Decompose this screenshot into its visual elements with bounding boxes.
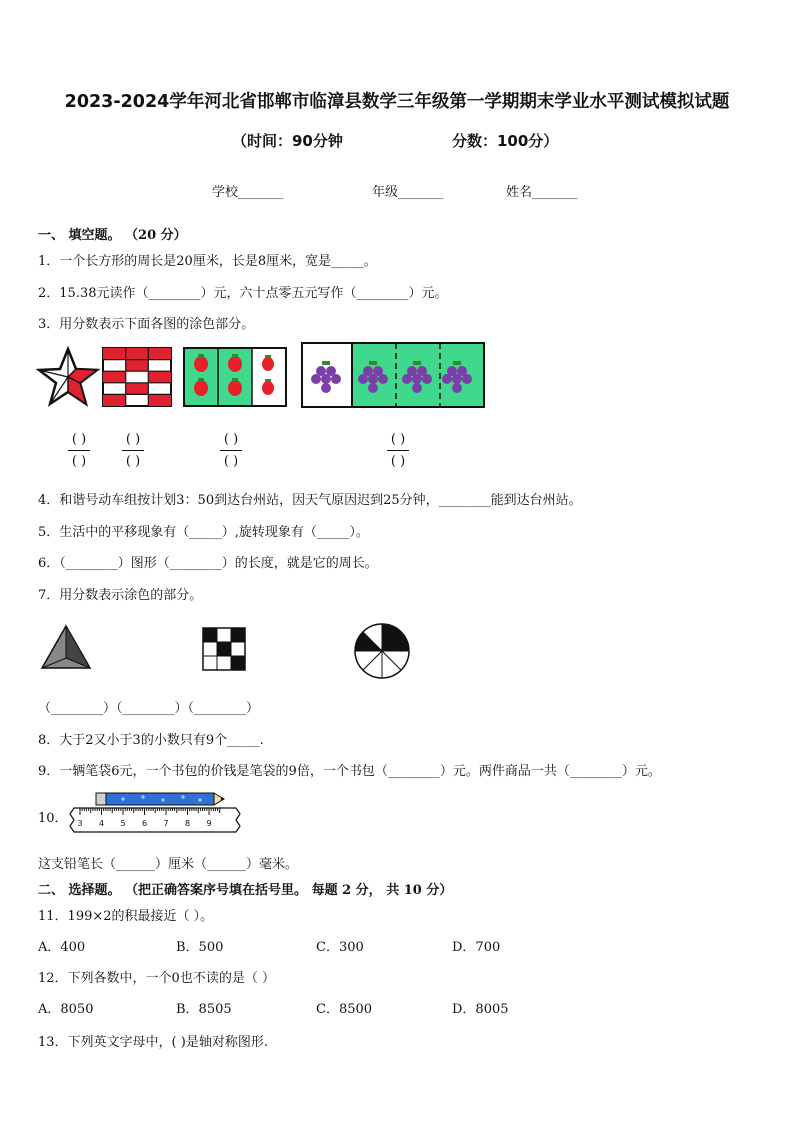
- ruler-tick-label: 4: [99, 819, 105, 828]
- ruler-tick-label: 9: [206, 819, 212, 828]
- question-11: 11．199×2的积最接近（ ）。: [38, 909, 214, 924]
- q12-option-a: A．8050: [38, 1002, 94, 1017]
- strawberry-figure: [184, 348, 286, 406]
- fraction-numerator: ( ): [390, 432, 406, 447]
- q11-option-a: A．400: [38, 940, 86, 955]
- fraction-answer-1: [64, 431, 94, 471]
- question-5: 5．生活中的平移现象有（_____）,旋转现象有（_____）。: [38, 525, 369, 540]
- question-4: 4．和谐号动车组按计划3：50到达台州站，因天气原因迟到25分钟，________能到达台州站。: [38, 493, 582, 508]
- page-title: 2023-2024学年河北省邯郸市临漳县数学三年级第一学期期末学业水平测试模拟试题: [64, 92, 730, 112]
- fraction-answer-3: [216, 431, 246, 471]
- fraction-denominator: ( ): [390, 454, 406, 469]
- question-7: 7．用分数表示涂色的部分。: [38, 588, 203, 603]
- grid-figure: [103, 348, 171, 406]
- section2-heading: 二、 选择题。 （把正确答案序号填在括号里。 每题 2 分， 共 10 分）: [38, 883, 453, 898]
- question-7-answers: （________）（________）（________）: [38, 701, 260, 716]
- exam-time: （时间：90分钟: [232, 132, 343, 150]
- fraction-answer-2: [118, 431, 148, 471]
- ruler-tick-label: 7: [163, 819, 169, 828]
- question-10-label: 10．: [38, 811, 68, 826]
- grade-field: 年级_______: [372, 185, 444, 200]
- fraction-denominator: ( ): [125, 454, 141, 469]
- name-field: 姓名_______: [506, 185, 578, 200]
- triangle-figure: [40, 624, 92, 670]
- exam-score: 分数：100分）: [452, 132, 559, 150]
- q12-option-d: D．8005: [452, 1002, 509, 1017]
- fraction-numerator: ( ): [71, 432, 87, 447]
- fraction-numerator: ( ): [223, 432, 239, 447]
- fraction-answer-4: [383, 431, 413, 471]
- ruler-tick-label: 6: [142, 819, 148, 828]
- ruler-tick-label: 8: [185, 819, 191, 828]
- grape-figure: [302, 343, 484, 407]
- question-9: 9．一辆笔袋6元，一个书包的价钱是笔袋的9倍，一个书包（________）元。两件商品一共（________）元。: [38, 764, 661, 779]
- question-6: 6．（________）图形（________）的长度，就是它的周长。: [38, 556, 378, 571]
- ruler-tick-label: 5: [120, 819, 126, 828]
- q11-option-c: C．300: [316, 940, 364, 955]
- star-figure: [37, 346, 99, 408]
- fraction-numerator: ( ): [125, 432, 141, 447]
- section1-heading: 一、 填空题。 （20 分）: [38, 228, 187, 243]
- checker-figure: [203, 628, 245, 670]
- question-8: 8．大于2又小于3的小数只有9个_____.: [38, 733, 264, 748]
- q11-option-d: D．700: [452, 940, 501, 955]
- q12-option-b: B．8505: [176, 1002, 232, 1017]
- ruler-tick-label: 3: [77, 819, 83, 828]
- fraction-denominator: ( ): [223, 454, 239, 469]
- question-13: 13．下列英文字母中，( )是轴对称图形.: [38, 1035, 268, 1050]
- pencil-ruler-figure: [68, 790, 244, 836]
- question-3: 3．用分数表示下面各图的涂色部分。: [38, 317, 255, 332]
- q11-option-b: B．500: [176, 940, 224, 955]
- circle-figure: [353, 622, 411, 680]
- question-12: 12．下列各数中，一个0也不读的是（ ）: [38, 971, 275, 986]
- question-1: 1．一个长方形的周长是20厘米，长是8厘米，宽是_____。: [38, 254, 377, 269]
- question-2: 2．15.38元读作（________）元，六十点零五元写作（________）元。: [38, 286, 448, 301]
- q12-option-c: C．8500: [316, 1002, 373, 1017]
- fraction-denominator: ( ): [71, 454, 87, 469]
- school-field: 学校_______: [212, 185, 284, 200]
- question-10-text: 这支铅笔长（______）厘米（______）毫米。: [38, 857, 299, 872]
